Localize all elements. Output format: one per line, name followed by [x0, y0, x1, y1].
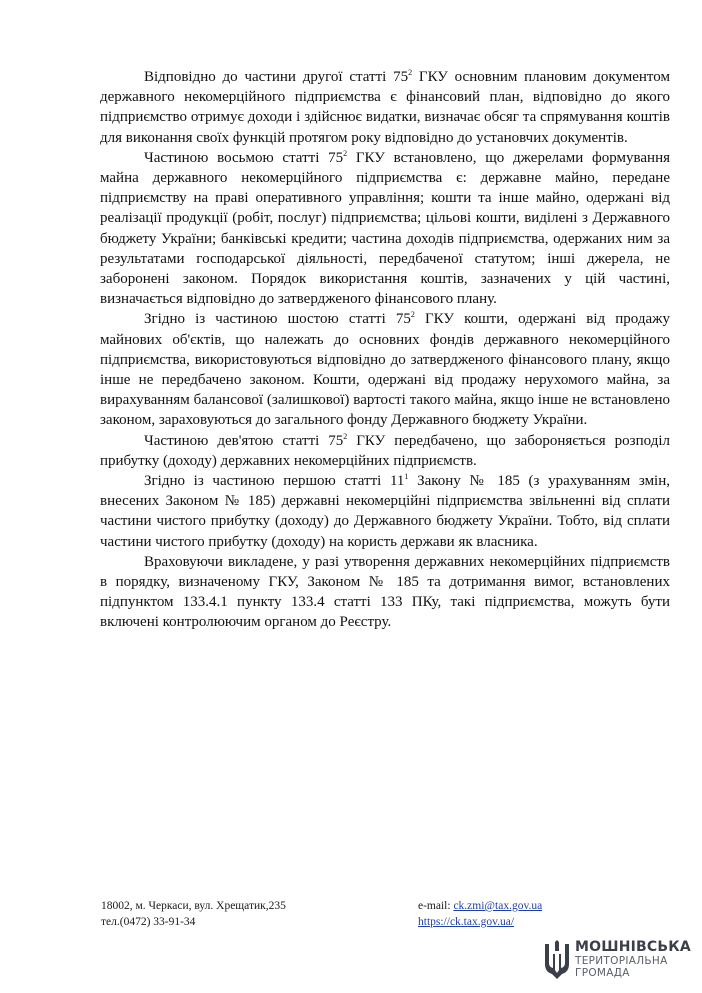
paragraph-5: Згідно із частиною першою статті $11^1$ Закону № 185 (з урахуванням змін, внесених Законом № 185) державні некомерційні підприємства звільненні від сплати частини чистого прибутку (доходу) до Державного бюджету України. Тобто, від сплати частини чистого прибутку (доходу) на користь держави як власника. — [100, 472, 671, 550]
footer-address: 18002, м. Черкаси, вул. Хрещатик,235 — [101, 900, 286, 912]
email-label: e-mail: — [418, 900, 454, 912]
footer-phone: тел.(0472) 33-91-34 — [101, 916, 196, 928]
community-logo — [543, 939, 691, 981]
logo-title: МОШНІВСЬКА — [575, 939, 691, 955]
paragraph-3: Згідно із частиною шостою статті $75^2$ ГКУ кошти, одержані від продажу майнових об'єктів, що належать до основних фондів державного некомерційного підприємства, використовуються відповідно до затвердженого фінансового плану, якщо інше не передбачено законом. Кошти, одержані від продажу нерухомого майна, за вирахуванням балансової (залишкової) вартості такого майна, якщо інше не встановлено законом, зараховуються до загального фонду Державного бюджету України. — [100, 310, 671, 429]
paragraph-1: Відповідно до частини другої статті $75^2$ ГКУ основним плановим документом державного некомерційного підприємства є фінансовий план, відповідно до якого підприємство отримує доходи і здійснює видатки, визначає обсяг та спрямування коштів для виконання своїх функцій протягом року відповідно до установчих документів. — [100, 68, 670, 146]
footer-email-line — [418, 898, 542, 914]
logo-subtitle-2: ГРОМАДА — [575, 967, 630, 979]
logo-subtitle-1: ТЕРИТОРІАЛЬНА — [575, 955, 668, 967]
footer-links — [418, 898, 542, 930]
footer-contacts — [101, 898, 286, 930]
trident-icon — [543, 940, 571, 980]
website-link[interactable]: https://ck.tax.gov.ua/ — [418, 916, 515, 928]
paragraph-6: Враховуючи викладене, у разі утворення державних некомерційних підприємств в порядку, визначеному ГКУ, Законом № 185 та дотримання вимог, встановлених підпунктом 133.4.1 пункту 133.4 статті 133 ПКу, такі підприємства, можуть бути включені контролюючим органом до Реєстру. — [100, 553, 670, 631]
paragraph-2: Частиною восьмою статті $75^2$ ГКУ встановлено, що джерелами формування майна державного некомерційного підприємства є: державне майно, передане підприємству на праві оперативного управління; кошти та інше майно, одержані від реалізації продукції (робіт, послуг) підприємства; цільові кошти, виділені з Державного бюджету України; банківські кредити; частина доходів підприємства, одержаних ним за результатами господарської діяльності, передбаченої статутом; інші джерела, не заборонені законом. Порядок використання коштів, зазначених у цій частині, визначається відповідно до затвердженого фінансового плану. — [100, 148, 671, 308]
document-body — [100, 67, 670, 633]
paragraph-4: Частиною дев'ятою статті $75^2$ ГКУ передбачено, що забороняється розподіл прибутку (доходу) державних некомерційних підприємств. — [100, 431, 670, 469]
email-link[interactable]: ck.zmi@tax.gov.ua — [453, 900, 543, 912]
